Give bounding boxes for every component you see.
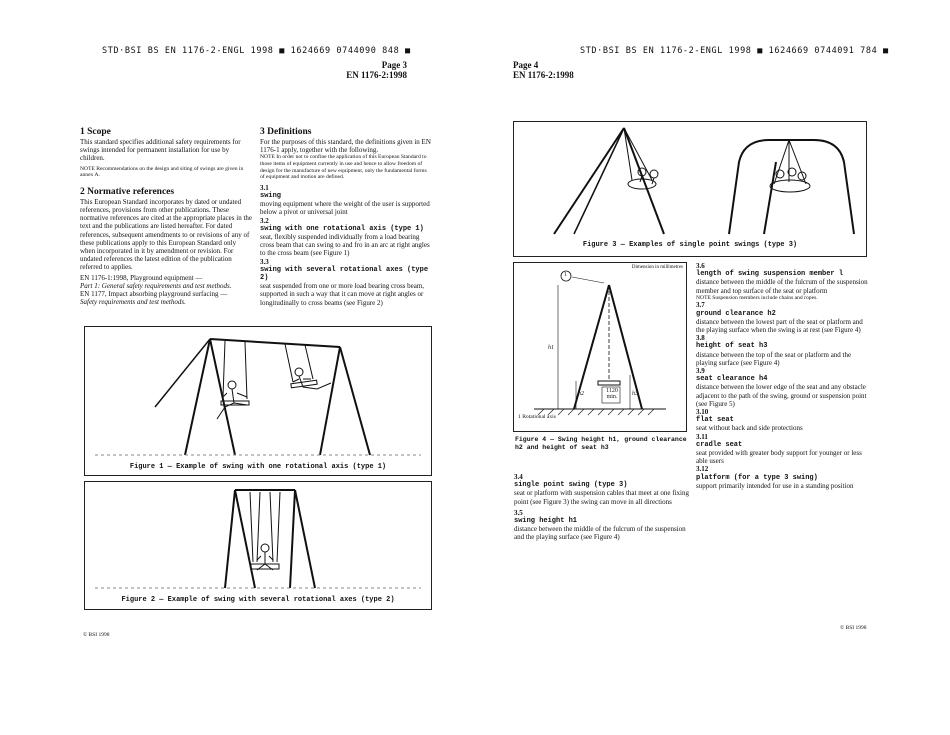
figure-1 [84,326,432,476]
label-h2: h2 [578,391,584,397]
def-text: distance between the middle of the fulcrum of the suspension member and top surface of the seat or platform [696,278,868,295]
def-term: seat clearance h4 [696,375,768,384]
dimension-value: 1120 min. [606,388,618,400]
left-copyright: © BSI 1998 [83,632,110,638]
left-top-code: STD·BSI BS EN 1176-2-ENGL 1998 ■ 1624669 0744090 848 ■ [102,46,411,56]
definitions-right-column [696,262,868,490]
figure-4 [513,262,687,432]
definition-item [696,465,868,490]
scope-body: This standard specifies additional safety requirements for swings intended for permanent installation for use by children. [80,138,241,163]
def-text: distance between the middle of the fulcrum of the suspension and the playing surface (see Figure 4) [514,525,686,542]
def-term: ground clearance h2 [696,309,776,318]
scope-section [80,127,252,306]
def-text: seat without back and side protections [696,424,803,433]
def-3-2-text: seat, flexibly suspended individually from a load bearing cross beam that can swing to and fro in an arc at right angles to the cross beam (see Figure 1) [260,233,430,258]
definition-item [514,509,689,542]
scope-note: NOTE Recommendations on the design and siting of swings are given in annex A. [80,165,244,179]
swing-dimensions-drawing [514,263,686,431]
single-point-swings-drawing [514,122,866,240]
def-term: single point swing (type 3) [514,481,628,490]
definition-item [696,433,868,466]
def-num: 3.9 [696,367,705,376]
definition-item [696,301,868,334]
definitions-intro: For the purposes of this standard, the definitions given in EN 1176-1 apply, together with the following. [260,138,431,155]
scope-heading: 1 Scope [80,127,111,137]
def-text: distance between the lowest part of the seat or platform and the playing surface when the swing is at rest (see Figure 4) [696,317,863,335]
def-num: 3.7 [696,301,705,310]
figure-3-caption: Figure 3 — Examples of single point swings (type 3) [582,241,798,249]
def-3-3-text: seat suspended from one or more load bearing cross beam, supported in such a way that it can move at right angles or longitudinally to cross beams (see Figure 2) [260,282,425,307]
definition-item [696,367,868,408]
definitions-left-column [514,473,689,542]
def-3-1-text: moving equipment where the weight of the user is supported below a pivot or universal joint [260,200,430,217]
normative-ref-1: EN 1176-1:1998, Playground equipment — Part 1: General safety requirements and test methods. [80,273,232,290]
def-num: 3.8 [696,334,705,343]
def-text: seat or platform with suspension cables that meet at one fixing point (see Figure 3) the swing can move in all directions [514,489,689,506]
figure-4-callout: 1 [564,272,567,278]
definition-item [514,473,689,506]
def-3-3-term: swing with several rotational axes (type 2) [260,265,429,283]
def-num: 3.11 [696,432,708,441]
definitions-heading: 3 Definitions [260,127,312,137]
def-term: height of seat h3 [696,342,768,351]
def-3-2-num: 3.2 [260,216,269,225]
def-term: length of swing suspension member l [696,270,844,279]
def-term: flat seat [696,416,734,425]
definitions-note: NOTE In order not to confine the application of this European Standard to those items of equipment currently in use and hence to allow freedom of design for the manufacture of new equipment, only the fundamental forms of equipment and motion are defined. [260,154,427,181]
def-num: 3.4 [514,473,523,481]
def-term: swing height h1 [514,517,578,526]
right-copyright: © BSI 1998 [840,625,867,631]
figure-4-legend: 1 Rotational axis [518,414,556,420]
figure-4-dimension-note: Dimension in millimetres [631,265,683,270]
def-num: 3.10 [696,408,709,417]
def-text: distance between the lower edge of the seat and any obstacle adjacent to the path of the swing, ground or suspension point (see Figure 5) [696,383,867,408]
normative-heading: 2 Normative references [80,186,175,197]
right-standard-id: EN 1176-2:1998 [513,70,574,80]
swing-type2-drawing [85,482,431,594]
figure-2-caption: Figure 2 — Example of swing with several rotational axes (type 2) [121,596,395,604]
def-num: 3.12 [696,465,709,474]
def-term: platform (for a type 3 swing) [696,473,818,482]
def-text: distance between the top of the seat or platform and the playing surface (see Figure 4) [696,350,852,367]
figure-1-caption: Figure 1 — Example of swing with one rotational axis (type 1) [129,463,387,471]
right-page-label: Page 4 [513,60,539,70]
def-term: cradle seat [696,440,743,449]
definitions-section [260,127,432,307]
definition-item [696,408,868,433]
label-h1: h1 [548,345,554,351]
swing-type1-drawing [85,327,431,461]
left-page-label: Page 3 [381,60,407,70]
left-standard-id: EN 1176-2:1998 [346,70,407,80]
def-3-1-num: 3.1 [260,183,269,192]
def-text: seat provided with greater body support for younger or less able users [696,449,862,466]
right-top-code: STD·BSI BS EN 1176-2-ENGL 1998 ■ 1624669 0744091 784 ■ [580,46,889,56]
def-note: NOTE Suspension members include chains and ropes. [696,294,818,301]
figure-4-caption: Figure 4 — Swing height h1, ground clearance h2 and height of seat h3 [515,436,687,451]
definition-item [696,334,868,367]
def-num: 3.5 [514,508,523,517]
def-3-2-term: swing with one rotational axis (type 1) [260,224,424,233]
def-text: support primarily intended for use in a standing position [696,481,854,490]
figure-2 [84,481,432,610]
normative-ref-2: EN 1177, Impact absorbing playground surfacing — Safety requirements and test methods. [80,290,228,307]
figure-3 [513,121,867,257]
normative-body: This European Standard incorporates by dated or undated references, provisions from other publications. These normative references are cited at the appropriate places in the text and the publications are listed hereafter. For dated references, subsequent amendments to or revisions of any of these publications apply to this European Standard only when incorporated in it by amendment or revision. For undated references the latest edition of the publication referred to applies. [80,197,252,272]
definition-item [696,262,868,301]
def-3-3-num: 3.3 [260,257,269,266]
def-3-1-term: swing [260,191,282,200]
def-num: 3.6 [696,262,705,270]
label-h3: h3 [632,391,638,397]
